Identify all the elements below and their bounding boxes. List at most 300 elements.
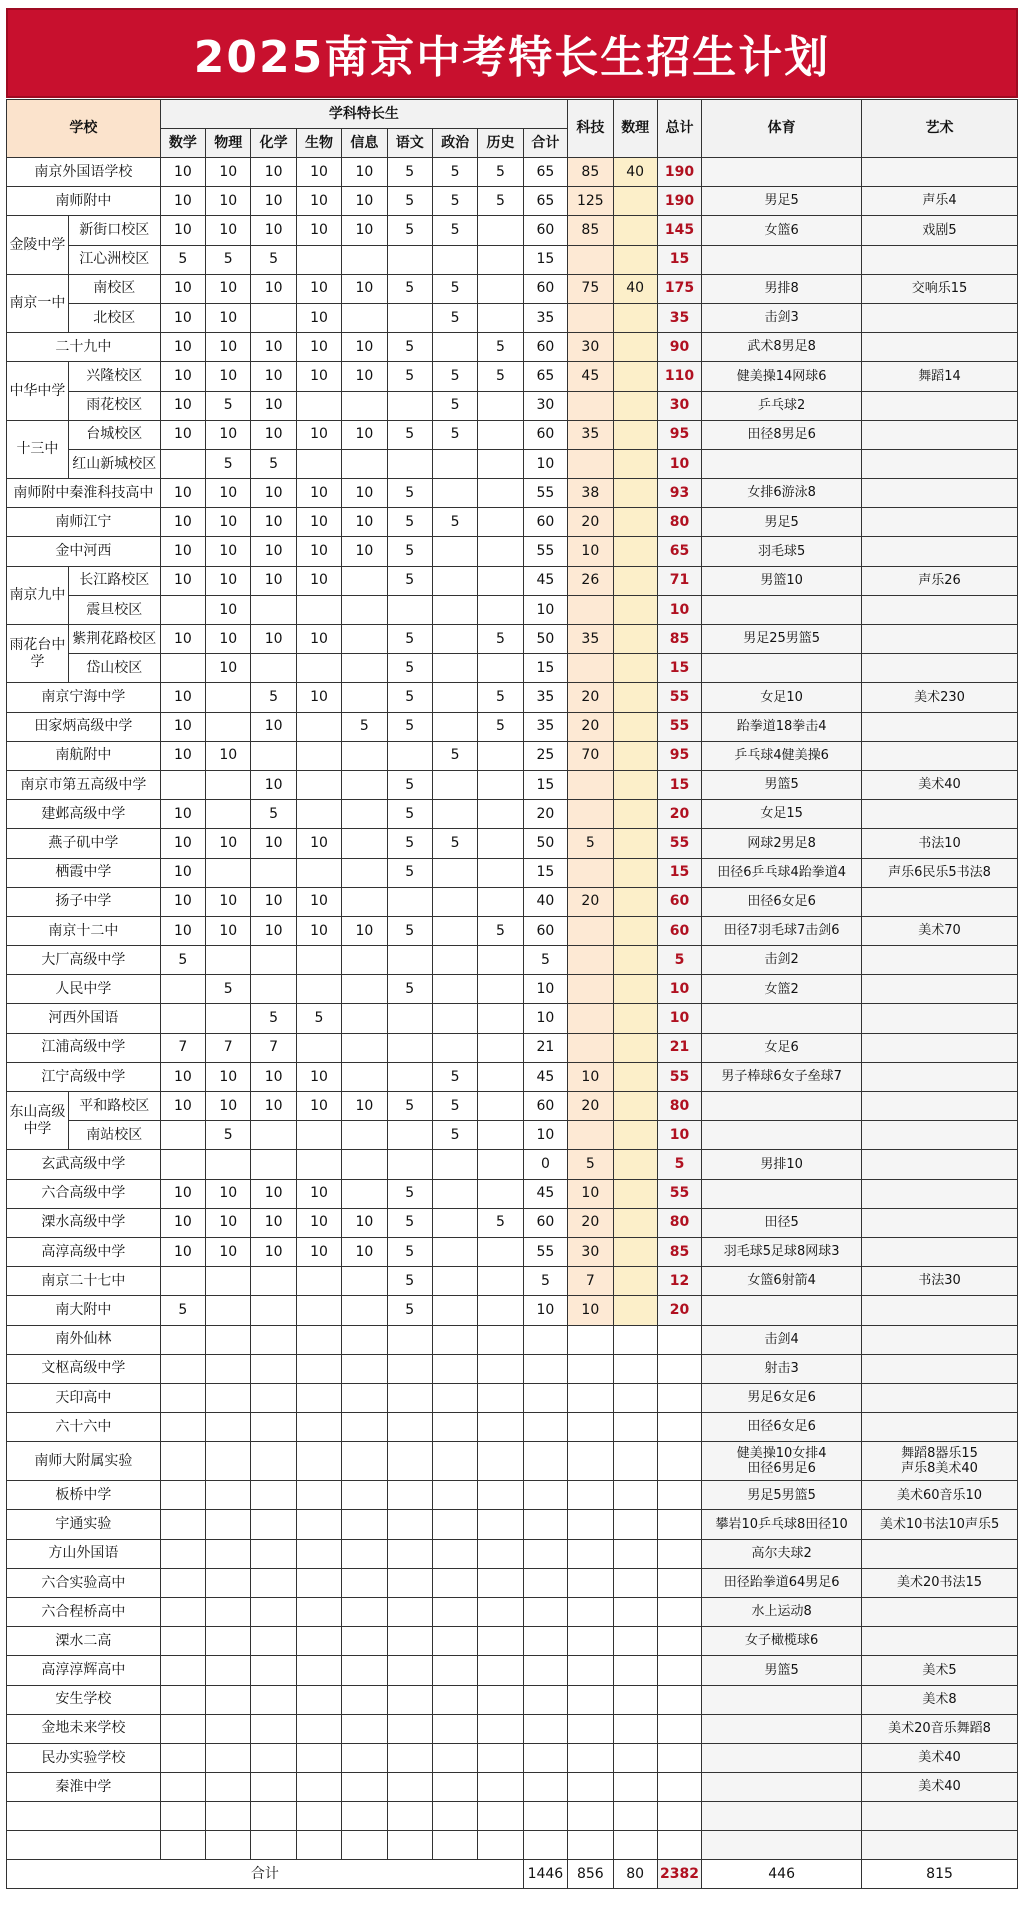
subject-quota-cell (478, 1296, 523, 1325)
subject-quota-cell: 10 (342, 1208, 387, 1237)
subject-quota-cell: 5 (478, 683, 523, 712)
grand-total-cell (657, 1539, 701, 1568)
subject-quota-cell (387, 595, 432, 624)
subject-quota-cell (523, 1685, 567, 1714)
grand-total-cell: 10 (657, 1121, 701, 1150)
table-row (7, 800, 1018, 829)
subject-quota-cell (387, 1121, 432, 1150)
subject-quota-cell (432, 479, 477, 508)
subject-quota-cell (251, 1150, 296, 1179)
subject-quota-cell (478, 1179, 523, 1208)
blank-cell (160, 1802, 205, 1831)
subject-quota-cell: 5 (206, 975, 251, 1004)
subject-quota-cell (296, 245, 341, 274)
subject-quota-cell: 5 (387, 1179, 432, 1208)
subject-quota-cell (251, 1714, 296, 1743)
sports-quota-cell (702, 158, 862, 187)
subject-quota-cell (478, 508, 523, 537)
table-row (7, 1121, 1018, 1150)
grand-total-cell: 80 (657, 1092, 701, 1121)
grand-total-cell (657, 1510, 701, 1539)
subject-quota-cell (206, 1413, 251, 1442)
subject-quota-cell (432, 1442, 477, 1481)
subject-quota-cell: 5 (432, 741, 477, 770)
arts-quota-cell: 声乐4 (862, 187, 1018, 216)
school-name: 大厂高级中学 (7, 946, 161, 975)
subject-quota-cell: 10 (160, 741, 205, 770)
subject-quota-cell (387, 1481, 432, 1510)
arts-quota-cell (862, 1413, 1018, 1442)
subject-quota-cell: 5 (432, 362, 477, 391)
grand-total-cell: 80 (657, 1208, 701, 1237)
subject-quota-cell: 10 (251, 420, 296, 449)
school-name: 高淳高级中学 (7, 1237, 161, 1266)
subject-quota-cell (523, 1383, 567, 1412)
subject-quota-cell: 10 (296, 158, 341, 187)
table-row (7, 770, 1018, 799)
school-name: 玄武高级中学 (7, 1150, 161, 1179)
arts-quota-cell (862, 303, 1018, 332)
subject-quota-cell (342, 1150, 387, 1179)
subject-quota-cell: 5 (432, 216, 477, 245)
arts-quota-cell: 美术40 (862, 1773, 1018, 1802)
subject-quota-cell (342, 1598, 387, 1627)
sci-quota-cell (568, 916, 613, 945)
subject-quota-cell (251, 1539, 296, 1568)
subject-quota-cell (387, 1568, 432, 1597)
sports-quota-cell: 田径跆拳道64男足6 (702, 1568, 862, 1597)
arts-quota-cell (862, 800, 1018, 829)
table-row (7, 654, 1018, 683)
math-quota-cell (613, 858, 657, 887)
subject-quota-cell (206, 1773, 251, 1802)
subject-subtotal-cell: 10 (523, 1296, 567, 1325)
subject-quota-cell (160, 449, 205, 478)
subject-quota-cell (251, 1121, 296, 1150)
subject-quota-cell: 5 (387, 916, 432, 945)
subject-quota-cell (342, 1685, 387, 1714)
subject-subtotal-cell: 55 (523, 537, 567, 566)
table-row (7, 158, 1018, 187)
subject-quota-cell (432, 654, 477, 683)
subject-quota-cell: 5 (432, 158, 477, 187)
subject-subtotal-cell: 45 (523, 1062, 567, 1091)
arts-quota-cell (862, 391, 1018, 420)
subject-quota-cell: 10 (160, 362, 205, 391)
grand-total-cell: 5 (657, 1150, 701, 1179)
subject-quota-cell: 10 (206, 916, 251, 945)
math-quota-cell (613, 770, 657, 799)
subject-quota-cell: 10 (206, 274, 251, 303)
header-subject: 生物 (296, 129, 341, 158)
subject-subtotal-cell: 50 (523, 625, 567, 654)
subject-quota-cell: 10 (251, 187, 296, 216)
table-row (7, 1354, 1018, 1383)
subject-quota-cell: 10 (251, 829, 296, 858)
subject-quota-cell (296, 1743, 341, 1772)
subject-quota-cell (432, 1033, 477, 1062)
arts-quota-cell: 美术40 (862, 1743, 1018, 1772)
subject-quota-cell: 5 (387, 216, 432, 245)
sci-quota-cell: 5 (568, 1150, 613, 1179)
subject-quota-cell (523, 1773, 567, 1802)
subject-quota-cell: 10 (251, 362, 296, 391)
subject-quota-cell (160, 1004, 205, 1033)
subject-quota-cell (296, 1773, 341, 1802)
grand-total-cell: 71 (657, 566, 701, 595)
subject-quota-cell (432, 1743, 477, 1772)
sci-quota-cell: 20 (568, 683, 613, 712)
subject-quota-cell: 10 (296, 887, 341, 916)
subject-quota-cell (206, 1656, 251, 1685)
subject-quota-cell (478, 975, 523, 1004)
arts-quota-cell: 舞蹈14 (862, 362, 1018, 391)
subject-subtotal-cell: 15 (523, 770, 567, 799)
subject-quota-cell (432, 449, 477, 478)
math-quota-cell (613, 683, 657, 712)
arts-quota-cell (862, 1150, 1018, 1179)
subject-quota-cell (478, 595, 523, 624)
subject-subtotal-cell: 15 (523, 858, 567, 887)
school-name: 六合高级中学 (7, 1179, 161, 1208)
sports-quota-cell: 男篮10 (702, 566, 862, 595)
arts-quota-cell (862, 333, 1018, 362)
subject-quota-cell (478, 1383, 523, 1412)
sports-quota-cell: 击剑2 (702, 946, 862, 975)
subject-quota-cell: 5 (387, 975, 432, 1004)
sports-quota-cell: 跆拳道18拳击4 (702, 712, 862, 741)
school-group-name: 南京九中 (7, 566, 69, 624)
subject-quota-cell: 10 (296, 479, 341, 508)
subject-quota-cell (296, 449, 341, 478)
math-quota-cell (613, 537, 657, 566)
subject-quota-cell: 10 (206, 479, 251, 508)
subject-quota-cell: 10 (296, 216, 341, 245)
subject-quota-cell: 10 (296, 333, 341, 362)
sci-quota-cell (568, 1325, 613, 1354)
subject-quota-cell: 10 (206, 625, 251, 654)
subject-quota-cell (478, 1539, 523, 1568)
subject-subtotal-cell: 35 (523, 712, 567, 741)
subject-quota-cell: 10 (342, 274, 387, 303)
school-name: 二十九中 (7, 333, 161, 362)
subject-quota-cell (251, 975, 296, 1004)
blank-cell (568, 1802, 613, 1831)
sci-quota-cell: 85 (568, 216, 613, 245)
arts-quota-cell: 美术5 (862, 1656, 1018, 1685)
sports-quota-cell: 男篮5 (702, 1656, 862, 1685)
subject-quota-cell (160, 1354, 205, 1383)
subject-quota-cell (387, 1150, 432, 1179)
school-name: 安生学校 (7, 1685, 161, 1714)
subject-quota-cell (160, 1656, 205, 1685)
subject-quota-cell: 10 (251, 712, 296, 741)
subject-quota-cell (478, 1121, 523, 1150)
subject-quota-cell: 10 (296, 1237, 341, 1266)
sci-quota-cell: 125 (568, 187, 613, 216)
subject-subtotal-cell: 65 (523, 158, 567, 187)
arts-quota-cell (862, 1092, 1018, 1121)
table-row (7, 1237, 1018, 1266)
math-quota-cell (613, 741, 657, 770)
subject-quota-cell: 10 (296, 625, 341, 654)
subject-quota-cell (432, 1150, 477, 1179)
subject-quota-cell: 10 (160, 858, 205, 887)
subject-quota-cell (206, 1325, 251, 1354)
subject-quota-cell: 10 (206, 362, 251, 391)
subject-quota-cell (160, 1743, 205, 1772)
subject-quota-cell (296, 391, 341, 420)
subject-quota-cell (432, 1004, 477, 1033)
subject-quota-cell: 10 (160, 1208, 205, 1237)
grand-total-cell (657, 1383, 701, 1412)
subject-quota-cell (523, 1568, 567, 1597)
subject-quota-cell (251, 1685, 296, 1714)
subject-subtotal-cell: 10 (523, 1121, 567, 1150)
subject-quota-cell (387, 1510, 432, 1539)
school-name: 建邺高级中学 (7, 800, 161, 829)
subject-quota-cell (206, 1442, 251, 1481)
subject-quota-cell: 10 (342, 479, 387, 508)
math-quota-cell (613, 1481, 657, 1510)
sci-quota-cell: 45 (568, 362, 613, 391)
table-row (7, 1208, 1018, 1237)
grand-total-cell (657, 1325, 701, 1354)
grand-total-cell (657, 1354, 701, 1383)
subject-quota-cell (342, 391, 387, 420)
subject-quota-cell (342, 683, 387, 712)
sci-quota-cell (568, 1121, 613, 1150)
sports-quota-cell (702, 1179, 862, 1208)
blank-cell (613, 1831, 657, 1860)
header-arts: 艺术 (862, 100, 1018, 158)
subject-quota-cell (342, 858, 387, 887)
sports-quota-cell: 水上运动8 (702, 1598, 862, 1627)
subject-quota-cell: 10 (251, 887, 296, 916)
subject-quota-cell: 5 (432, 1121, 477, 1150)
subject-quota-cell (251, 1773, 296, 1802)
subject-quota-cell (342, 1383, 387, 1412)
school-name: 南大附中 (7, 1296, 161, 1325)
subject-quota-cell (432, 975, 477, 1004)
subject-quota-cell: 10 (206, 741, 251, 770)
subject-quota-cell: 5 (478, 333, 523, 362)
subject-quota-cell: 10 (251, 770, 296, 799)
table-row (7, 420, 1018, 449)
subject-quota-cell (160, 654, 205, 683)
subject-quota-cell (342, 654, 387, 683)
math-quota-cell (613, 1092, 657, 1121)
subject-quota-cell (478, 1656, 523, 1685)
subject-quota-cell (296, 1267, 341, 1296)
subject-quota-cell (342, 595, 387, 624)
subject-quota-cell (387, 1714, 432, 1743)
title-bar (6, 8, 1018, 98)
subject-quota-cell: 10 (160, 420, 205, 449)
table-row (7, 449, 1018, 478)
grand-total-cell: 55 (657, 829, 701, 858)
table-row (7, 595, 1018, 624)
subject-quota-cell: 10 (160, 625, 205, 654)
sci-quota-cell (568, 1598, 613, 1627)
math-quota-cell (613, 887, 657, 916)
subject-quota-cell: 5 (296, 1004, 341, 1033)
subject-quota-cell: 5 (432, 187, 477, 216)
subject-quota-cell (206, 683, 251, 712)
sports-quota-cell: 击剑3 (702, 303, 862, 332)
subject-quota-cell (432, 770, 477, 799)
subject-quota-cell: 5 (387, 479, 432, 508)
table-row (7, 1442, 1018, 1481)
totals-grand: 2382 (657, 1860, 701, 1889)
header-total: 总计 (657, 100, 701, 158)
subject-quota-cell: 10 (206, 303, 251, 332)
subject-quota-cell (478, 449, 523, 478)
sci-quota-cell: 35 (568, 420, 613, 449)
subject-quota-cell: 5 (478, 362, 523, 391)
sci-quota-cell: 75 (568, 274, 613, 303)
subject-quota-cell (387, 1325, 432, 1354)
math-quota-cell (613, 1062, 657, 1091)
school-name: 秦淮中学 (7, 1773, 161, 1802)
subject-quota-cell (478, 1568, 523, 1597)
campus-name: 台城校区 (68, 420, 160, 449)
subject-subtotal-cell: 10 (523, 595, 567, 624)
subject-quota-cell: 5 (387, 333, 432, 362)
school-name: 江宁高级中学 (7, 1062, 161, 1091)
math-quota-cell (613, 829, 657, 858)
sci-quota-cell: 30 (568, 333, 613, 362)
arts-quota-cell: 美术230 (862, 683, 1018, 712)
math-quota-cell (613, 1267, 657, 1296)
sci-quota-cell (568, 1685, 613, 1714)
subject-quota-cell (342, 829, 387, 858)
subject-quota-cell: 5 (251, 683, 296, 712)
subject-quota-cell: 5 (387, 683, 432, 712)
subject-quota-cell: 10 (296, 362, 341, 391)
subject-quota-cell: 10 (206, 537, 251, 566)
school-name: 板桥中学 (7, 1481, 161, 1510)
subject-quota-cell (387, 946, 432, 975)
table-row (7, 274, 1018, 303)
arts-quota-cell (862, 1237, 1018, 1266)
subject-quota-cell: 7 (206, 1033, 251, 1062)
subject-subtotal-cell: 60 (523, 916, 567, 945)
subject-quota-cell (478, 391, 523, 420)
subject-quota-cell: 10 (206, 1237, 251, 1266)
sci-quota-cell (568, 1568, 613, 1597)
subject-subtotal-cell: 0 (523, 1150, 567, 1179)
table-row (7, 712, 1018, 741)
subject-quota-cell: 5 (387, 274, 432, 303)
sports-quota-cell (702, 1442, 862, 1481)
subject-quota-cell (296, 1325, 341, 1354)
math-quota-cell (613, 1685, 657, 1714)
table-row (7, 1267, 1018, 1296)
subject-quota-cell (206, 1568, 251, 1597)
table-row (7, 1598, 1018, 1627)
sci-quota-cell: 10 (568, 1062, 613, 1091)
arts-quota-cell (862, 1627, 1018, 1656)
grand-total-cell: 15 (657, 858, 701, 887)
table-row (7, 1685, 1018, 1714)
school-name: 方山外国语 (7, 1539, 161, 1568)
blank-cell (206, 1802, 251, 1831)
blank-cell (657, 1831, 701, 1860)
math-quota-cell (613, 1773, 657, 1802)
table-row (7, 1033, 1018, 1062)
subject-quota-cell: 10 (296, 566, 341, 595)
subject-quota-cell (478, 1004, 523, 1033)
school-name: 宇通实验 (7, 1510, 161, 1539)
totals-arts: 815 (862, 1860, 1018, 1889)
blank-cell (432, 1802, 477, 1831)
sports-quota-cell: 田径6女足6 (702, 887, 862, 916)
subject-quota-cell (296, 595, 341, 624)
subject-quota-cell (251, 1510, 296, 1539)
subject-quota-cell (432, 1598, 477, 1627)
table-row (7, 1383, 1018, 1412)
subject-quota-cell (478, 1092, 523, 1121)
subject-subtotal-cell: 50 (523, 829, 567, 858)
subject-quota-cell: 10 (251, 1208, 296, 1237)
arts-line: 舞蹈8器乐15 (901, 1445, 978, 1461)
arts-quota-cell: 美术70 (862, 916, 1018, 945)
page-title: 2025南京中考特长生招生计划 (193, 32, 831, 83)
subject-quota-cell (296, 1510, 341, 1539)
grand-total-cell (657, 1685, 701, 1714)
math-quota-cell (613, 946, 657, 975)
subject-quota-cell (478, 479, 523, 508)
subject-quota-cell (296, 1383, 341, 1412)
table-row (7, 1656, 1018, 1685)
blank-cell (432, 1831, 477, 1860)
sci-quota-cell (568, 1354, 613, 1383)
grand-total-cell (657, 1714, 701, 1743)
subject-quota-cell: 10 (206, 654, 251, 683)
subject-quota-cell (251, 1296, 296, 1325)
subject-subtotal-cell: 20 (523, 800, 567, 829)
subject-quota-cell: 10 (251, 1237, 296, 1266)
subject-quota-cell (432, 1568, 477, 1597)
arts-quota-cell (862, 1383, 1018, 1412)
school-name: 文枢高级中学 (7, 1354, 161, 1383)
grand-total-cell: 10 (657, 975, 701, 1004)
subject-quota-cell (342, 887, 387, 916)
subject-quota-cell: 5 (251, 449, 296, 478)
math-quota-cell (613, 187, 657, 216)
math-quota-cell (613, 1150, 657, 1179)
table-row (7, 829, 1018, 858)
campus-name: 兴隆校区 (68, 362, 160, 391)
table-row (7, 216, 1018, 245)
subject-quota-cell (296, 1714, 341, 1743)
sci-quota-cell (568, 1383, 613, 1412)
school-name: 溧水二高 (7, 1627, 161, 1656)
subject-quota-cell (342, 1325, 387, 1354)
subject-quota-cell: 7 (251, 1033, 296, 1062)
arts-quota-cell (862, 1354, 1018, 1383)
subject-quota-cell (251, 303, 296, 332)
subject-quota-cell (432, 1208, 477, 1237)
subject-quota-cell: 10 (206, 829, 251, 858)
subject-quota-cell (296, 741, 341, 770)
math-quota-cell (613, 449, 657, 478)
grand-total-cell: 60 (657, 887, 701, 916)
subject-quota-cell (432, 245, 477, 274)
subject-quota-cell: 10 (160, 391, 205, 420)
sci-quota-cell (568, 1413, 613, 1442)
